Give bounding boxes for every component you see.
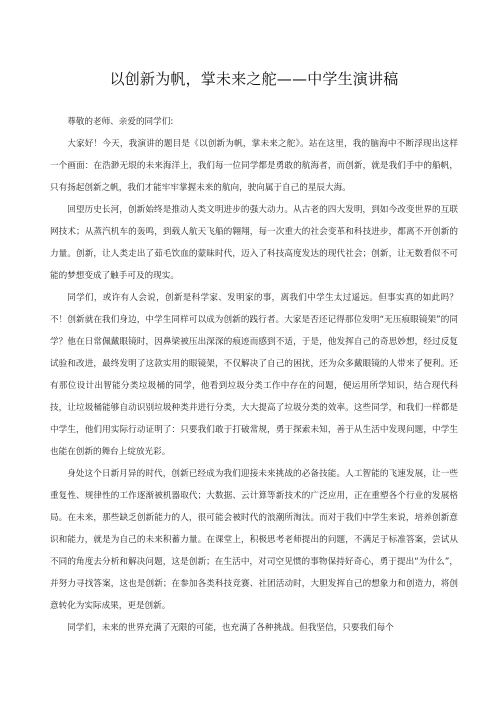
paragraph-1: 大家好！今天，我演讲的题目是《以创新为帆，掌未来之舵》。站在这里，我的脑海中不断浮现出这样一个画面：在浩渺无垠的未来海洋上，我们每一位同学都是勇敢的航海者，而创新，就是我们手中的船帆，只有扬起创新之帆，我们才能牢牢掌握未来的航向，驶向属于自己的星辰大海。 xyxy=(50,139,458,193)
paragraph-5: 同学们，未来的世界充满了无限的可能，也充满了各种挑战。但我坚信，只要我们每个 xyxy=(67,623,394,633)
document-title: 以创新为帆，掌未来之舵——中学生演讲稿 xyxy=(109,70,399,88)
paragraph-2: 回望历史长河，创新始终是推动人类文明进步的强大动力。从古老的四大发明，到如今改变世界的互联网技术；从蒸汽机车的轰鸣，到载人航天飞船的翱翔，每一次重大的社会变革和科技进步，都离不开创新的力量。创新，让人类走出了茹毛饮血的蒙昧时代，迈入了科技高度发达的现代社会；创新，让无数看似不可能的梦想变成了触手可及的现实。 xyxy=(50,205,458,281)
paragraph-3: 同学们，或许有人会说，创新是科学家、发明家的事，离我们中学生太过遥远。但事实真的如此吗？不！创新就在我们身边，中学生同样可以成为创新的践行者。大家是否还记得那位发明“无压痕眼镜架”的同学？他在日常佩戴眼镜时，因鼻梁被压出深深的痕迹而感到不适，于是，他发挥自己的奇思妙想，经过反复试验和改进，最终发明了这款实用的眼镜架，不仅解决了自己的困扰，还为众多戴眼镜的人带来了便利。还有那位设计出智能分类垃圾桶的同学，他看到垃圾分类工作中存在的问题，便运用所学知识，结合现代科技，让垃圾桶能够自动识别垃圾种类并进行分类，大大提高了垃圾分类的效率。这些同学，和我们一样都是中学生，他们用实际行动证明了：只要我们敢于打破常规，勇于探索未知，善于从生活中发现问题，中学生也能在创新的舞台上绽放光彩。 xyxy=(50,293,458,457)
paragraph-4: 身处这个日新月异的时代，创新已经成为我们迎接未来挑战的必备技能。人工智能的飞速发展，让一些重复性、规律性的工作逐渐被机器取代；大数据、云计算等新技术的广泛应用，正在重塑各个行业的发展格局。在未来，那些缺乏创新能力的人，很可能会被时代的浪潮所淘汰。而对于我们中学生来说，培养创新意识和能力，就是为自己的未来积蓄力量。在课堂上，积极思考老师提出的问题，不满足于标准答案，尝试从不同的角度去分析和解决问题，这是创新；在生活中，对司空见惯的事物保持好奇心，勇于提出“为什么”，并努力寻找答案，这也是创新；在参加各类科技竞赛、社团活动时，大胆发挥自己的想象力和创造力，将创意转化为实际成果，更是创新。 xyxy=(50,469,458,611)
salutation: 尊敬的老师、亲爱的同学们: xyxy=(67,117,174,127)
